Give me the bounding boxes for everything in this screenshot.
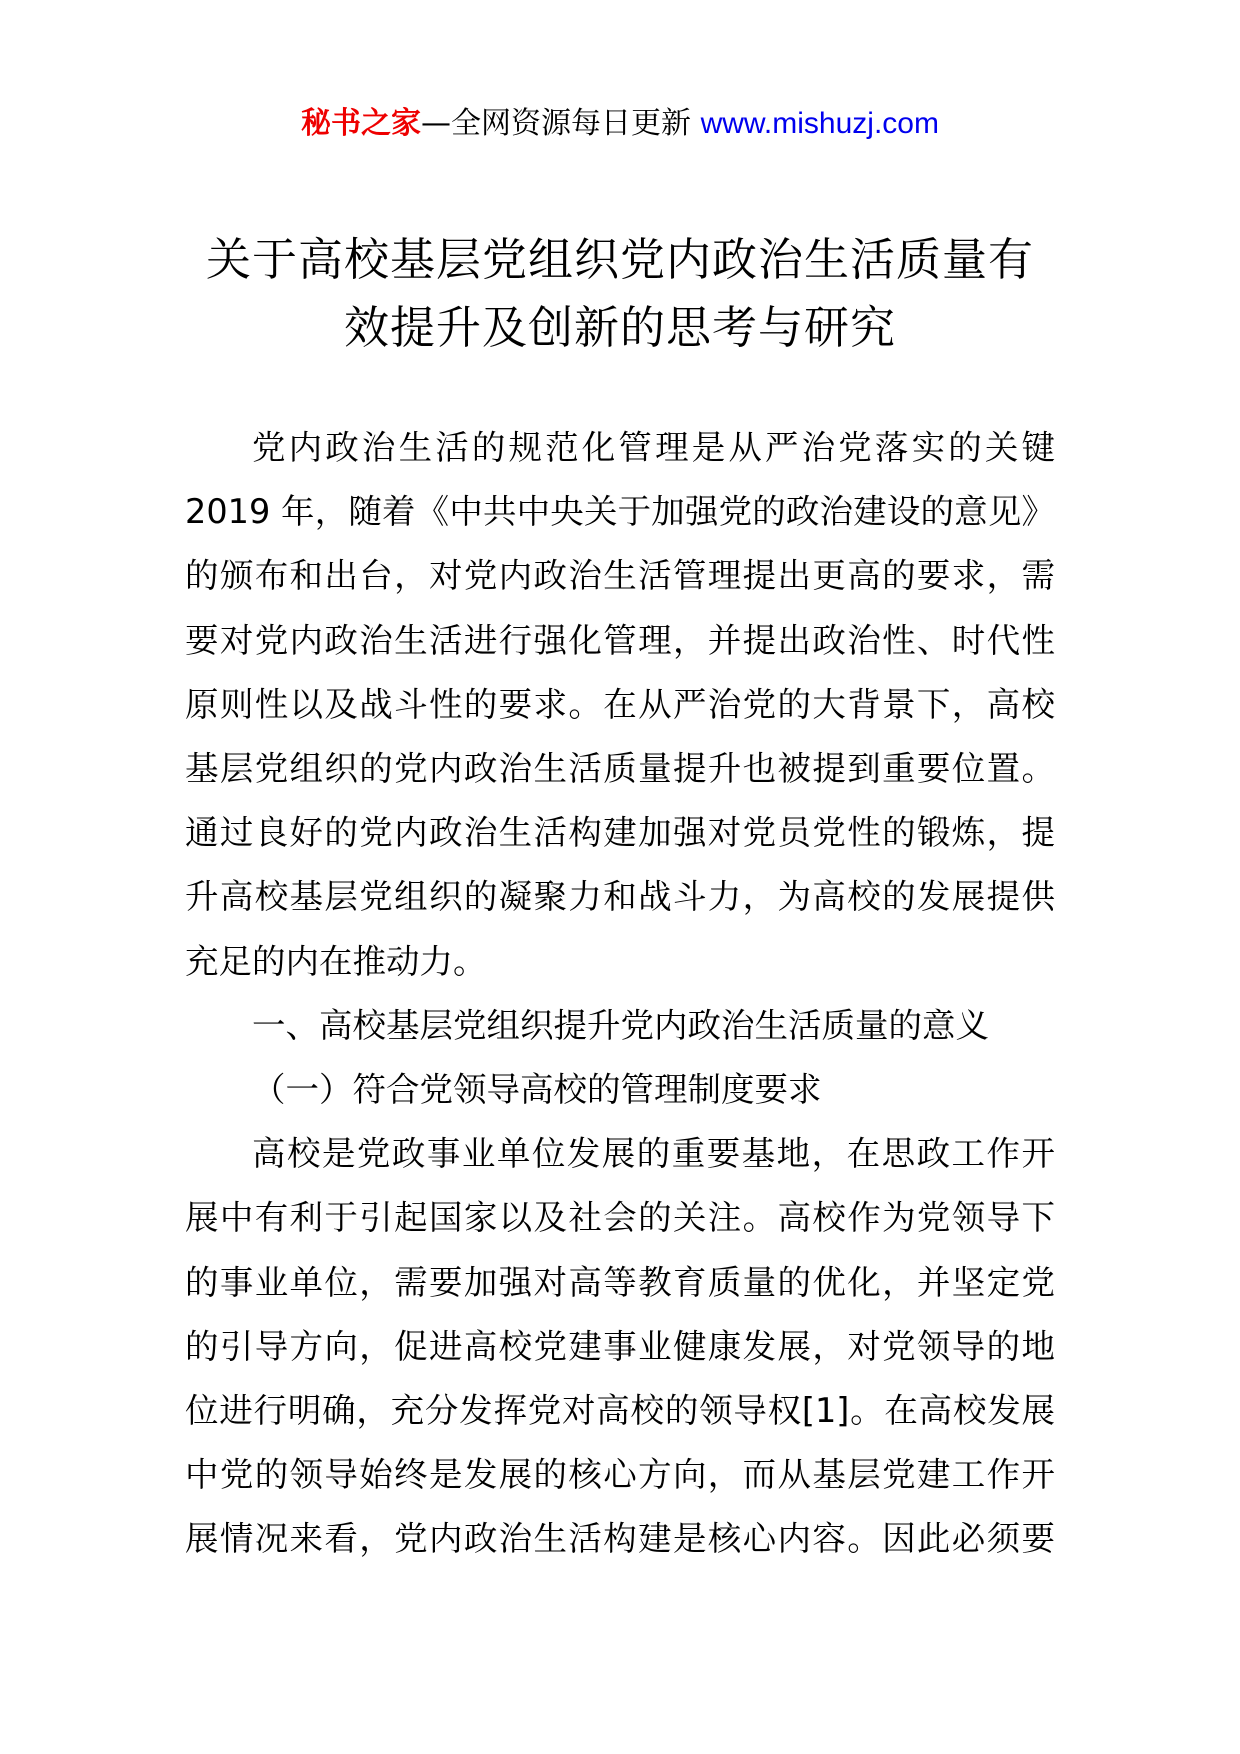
text-line: 展中有利于引起国家以及社会的关注。高校作为党领导下 <box>185 1198 1055 1238</box>
text-line: 通过良好的党内政治生活构建加强对党员党性的锻炼，提 <box>185 813 1055 853</box>
text-line: 的引导方向，促进高校党建事业健康发展，对党领导的地 <box>185 1326 1055 1366</box>
subsection-heading: （一）符合党领导高校的管理制度要求 <box>252 1070 822 1110</box>
document-body <box>185 416 1055 1572</box>
text-line: 升高校基层党组织的凝聚力和战斗力，为高校的发展提供 <box>185 877 1055 917</box>
text-line: 展情况来看，党内政治生活构建是核心内容。因此必须要 <box>185 1519 1055 1559</box>
site-url-link[interactable]: www.mishuzj.com <box>700 107 939 140</box>
header-tagline: —全网资源每日更新 <box>421 106 692 141</box>
text-line: 2019 年，随着《中共中央关于加强党的政治建设的意见》 <box>185 492 1055 532</box>
text-line: 要对党内政治生活进行强化管理，并提出政治性、时代性 <box>185 620 1055 660</box>
site-header <box>0 104 1240 144</box>
text-line: 充足的内在推动力。 <box>185 941 487 981</box>
brand-name: 秘书之家 <box>301 106 422 141</box>
text-line: 的颁布和出台，对党内政治生活管理提出更高的要求，需 <box>185 556 1055 596</box>
title-line-2: 效提升及创新的思考与研究 <box>343 301 896 354</box>
text-line: 的事业单位，需要加强对高等教育质量的优化，并坚定党 <box>185 1262 1055 1302</box>
paragraph-intro <box>185 416 1055 994</box>
text-line: 原则性以及战斗性的要求。在从严治党的大背景下，高校 <box>185 684 1055 724</box>
text-line: 党内政治生活的规范化管理是从严治党落实的关键 <box>252 428 1055 467</box>
section-heading: 一、高校基层党组织提升党内政治生活质量的意义 <box>252 1005 989 1045</box>
text-line: 中党的领导始终是发展的核心方向，而从基层党建工作开 <box>185 1455 1055 1495</box>
text-line: 位进行明确，充分发挥党对高校的领导权[1]。在高校发展 <box>185 1391 1055 1431</box>
text-line: 高校是党政事业单位发展的重要基地，在思政工作开 <box>252 1134 1055 1174</box>
text-line: 基层党组织的党内政治生活质量提升也被提到重要位置。 <box>185 749 1055 789</box>
paragraph-body <box>185 1122 1055 1571</box>
document-title <box>190 226 1050 362</box>
title-line-1: 关于高校基层党组织党内政治生活质量有 <box>205 233 1034 286</box>
